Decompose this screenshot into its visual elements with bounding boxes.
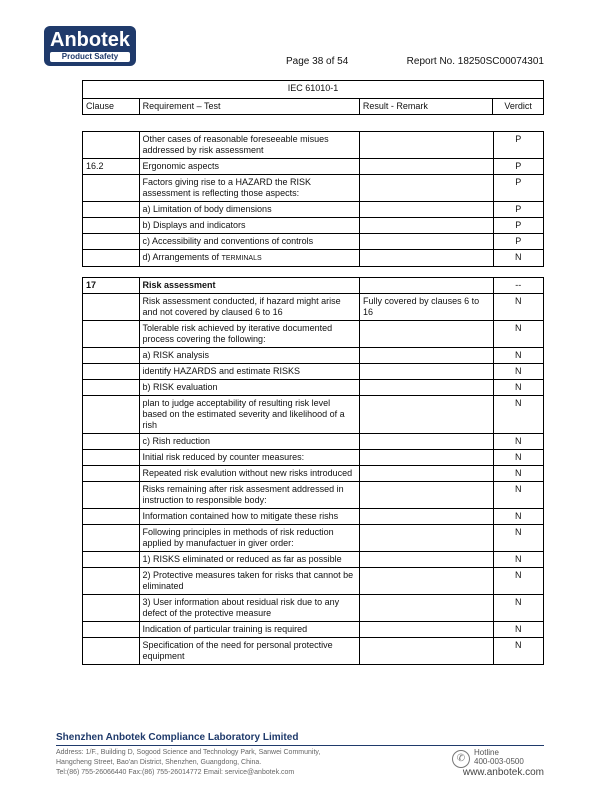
table-row (83, 482, 544, 509)
clause-cell (83, 568, 140, 595)
verdict-cell: P (493, 202, 543, 218)
footer-company: Shenzhen Anbotek Compliance Laboratory Limited (56, 732, 299, 743)
requirement-cell: c) Accessibility and conventions of controls (139, 234, 360, 250)
verdict-cell: N (493, 509, 543, 525)
requirement-cell: a) Limitation of body dimensions (139, 202, 360, 218)
requirement-cell: Specification of the need for personal protective equipment (139, 638, 360, 665)
contact-line: Tel:(86) 755-26066440 Fax:(86) 755-26014772 Email: service@anbotek.com (56, 769, 295, 776)
clause-cell (83, 348, 140, 364)
requirement-cell: Following principles in methods of risk reduction applied by manufactuer in giver order: (139, 525, 360, 552)
table-row (83, 638, 544, 665)
requirement-cell: Risks remaining after risk assesment addressed in instruction to responsible body: (139, 482, 360, 509)
verdict-cell: P (493, 234, 543, 250)
result-cell (360, 380, 494, 396)
hotline-number: 400-003-0500 (474, 757, 524, 766)
requirement-cell (139, 250, 360, 267)
table-row (83, 509, 544, 525)
table-row (83, 234, 544, 250)
footer-divider (56, 745, 544, 746)
table-row (83, 348, 544, 364)
clause-cell (83, 482, 140, 509)
verdict-cell: N (493, 434, 543, 450)
section-clause: 17 (83, 278, 140, 294)
clause-cell (83, 294, 140, 321)
result-cell (360, 525, 494, 552)
phone-icon: ✆ (452, 750, 470, 768)
table-row (83, 202, 544, 218)
requirement-smallcaps: TERMINALS (221, 255, 262, 262)
verdict-cell: N (493, 525, 543, 552)
clause-cell (83, 622, 140, 638)
verdict-cell: P (493, 159, 543, 175)
hotline (474, 748, 544, 766)
result-cell (360, 552, 494, 568)
requirements-table (82, 131, 544, 665)
clause-cell (83, 202, 140, 218)
clause-cell (83, 552, 140, 568)
requirement-cell: Initial risk reduced by counter measures: (139, 450, 360, 466)
clause-cell (83, 434, 140, 450)
requirement-text: d) Arrangements of (142, 252, 220, 262)
result-cell (360, 568, 494, 595)
result-cell (360, 482, 494, 509)
requirement-cell: 1) RISKS eliminated or reduced as far as possible (139, 552, 360, 568)
requirement-cell: Ergonomic aspects (139, 159, 360, 175)
clause-cell (83, 396, 140, 434)
clause-cell (83, 218, 140, 234)
table-row (83, 622, 544, 638)
clause-cell (83, 595, 140, 622)
column-header-clause: Clause (83, 99, 140, 115)
requirement-cell: c) Rish reduction (139, 434, 360, 450)
result-cell: Fully covered by clauses 6 to 16 (360, 294, 494, 321)
table-row (83, 321, 544, 348)
result-cell (360, 234, 494, 250)
clause-cell (83, 132, 140, 159)
requirement-cell: 2) Protective measures taken for risks that cannot be eliminated (139, 568, 360, 595)
requirement-cell: Risk assessment conducted, if hazard might arise and not covered by claused 6 to 16 (139, 294, 360, 321)
table-row (83, 159, 544, 175)
result-cell (360, 364, 494, 380)
verdict-cell: N (493, 450, 543, 466)
result-cell (360, 159, 494, 175)
table-row (83, 175, 544, 202)
table-row (83, 364, 544, 380)
company-logo (44, 26, 136, 66)
table-row (83, 380, 544, 396)
requirement-cell: a) RISK analysis (139, 348, 360, 364)
result-cell (360, 348, 494, 364)
page-number: Page 38 of 54 (286, 56, 349, 67)
verdict-cell: N (493, 364, 543, 380)
clause-cell (83, 234, 140, 250)
requirement-cell: plan to judge acceptability of resulting risk level based on the estimated severity and likelihood of a rish (139, 396, 360, 434)
address-line-1: Address: 1/F., Building D, Sogood Science and Technology Park, Sanwei Community, (56, 749, 321, 756)
result-cell (360, 175, 494, 202)
table-row (83, 568, 544, 595)
section-spacer (83, 267, 544, 278)
verdict-cell: N (493, 348, 543, 364)
requirement-cell: b) Displays and indicators (139, 218, 360, 234)
address-line-2: Hangcheng Street, Bao'an District, Shenzhen, Guangdong, China. (56, 759, 262, 766)
requirement-cell: 3) User information about residual risk due to any defect of the protective measure (139, 595, 360, 622)
verdict-cell: N (493, 396, 543, 434)
standard-title: IEC 61010-1 (83, 81, 544, 99)
table-row (83, 595, 544, 622)
column-header-verdict: Verdict (493, 99, 544, 115)
verdict-cell: N (493, 595, 543, 622)
result-cell (360, 218, 494, 234)
hotline-label: Hotline (474, 748, 499, 757)
footer-address (56, 748, 396, 778)
verdict-cell: P (493, 132, 543, 159)
result-cell (360, 509, 494, 525)
result-cell (360, 202, 494, 218)
section-verdict: -- (493, 278, 543, 294)
clause-cell: 16.2 (83, 159, 140, 175)
table-row (83, 294, 544, 321)
requirement-cell: Tolerable risk achieved by iterative documented process covering the following: (139, 321, 360, 348)
result-cell (360, 321, 494, 348)
result-cell (360, 638, 494, 665)
verdict-cell: N (493, 380, 543, 396)
section-header-row (83, 278, 544, 294)
report-number: Report No. 18250SC00074301 (406, 56, 544, 67)
column-header-result: Result - Remark (359, 99, 492, 115)
logo-tagline: Product Safety (50, 52, 130, 62)
logo-brand: Anbotek (50, 29, 130, 51)
verdict-cell: N (493, 568, 543, 595)
table-row (83, 525, 544, 552)
table-row (83, 466, 544, 482)
result-cell (360, 622, 494, 638)
verdict-cell: N (493, 466, 543, 482)
requirement-cell: Repeated risk evalution without new risks introduced (139, 466, 360, 482)
verdict-cell: N (493, 321, 543, 348)
requirement-cell: Factors giving rise to a HAZARD the RISK assessment is reflecting those aspects: (139, 175, 360, 202)
requirement-cell: Other cases of reasonable foreseeable misues addressed by risk assessment (139, 132, 360, 159)
column-header-requirement: Requirement – Test (139, 99, 359, 115)
verdict-cell: N (493, 294, 543, 321)
table-header (82, 80, 544, 115)
clause-cell (83, 364, 140, 380)
verdict-cell: P (493, 175, 543, 202)
verdict-cell: N (493, 638, 543, 665)
result-cell (360, 132, 494, 159)
table-row (83, 132, 544, 159)
clause-cell (83, 321, 140, 348)
table-row (83, 396, 544, 434)
clause-cell (83, 466, 140, 482)
clause-cell (83, 175, 140, 202)
clause-cell (83, 509, 140, 525)
table-row (83, 218, 544, 234)
requirement-cell: identify HAZARDS and estimate RISKS (139, 364, 360, 380)
verdict-cell: N (493, 482, 543, 509)
requirement-cell: b) RISK evaluation (139, 380, 360, 396)
result-cell (360, 434, 494, 450)
website-link[interactable]: www.anbotek.com (462, 767, 544, 778)
verdict-cell: N (493, 552, 543, 568)
clause-cell (83, 450, 140, 466)
result-cell (360, 466, 494, 482)
verdict-cell: P (493, 218, 543, 234)
clause-cell (83, 380, 140, 396)
verdict-cell: N (493, 250, 543, 267)
requirement-cell: Indication of particular training is required (139, 622, 360, 638)
verdict-cell: N (493, 622, 543, 638)
table-row (83, 450, 544, 466)
result-cell (360, 595, 494, 622)
result-cell (360, 396, 494, 434)
clause-cell (83, 525, 140, 552)
section-title: Risk assessment (139, 278, 360, 294)
requirement-cell: Information contained how to mitigate these rishs (139, 509, 360, 525)
table-row (83, 434, 544, 450)
result-cell (360, 450, 494, 466)
table-row (83, 250, 544, 267)
table-row (83, 552, 544, 568)
clause-cell (83, 638, 140, 665)
